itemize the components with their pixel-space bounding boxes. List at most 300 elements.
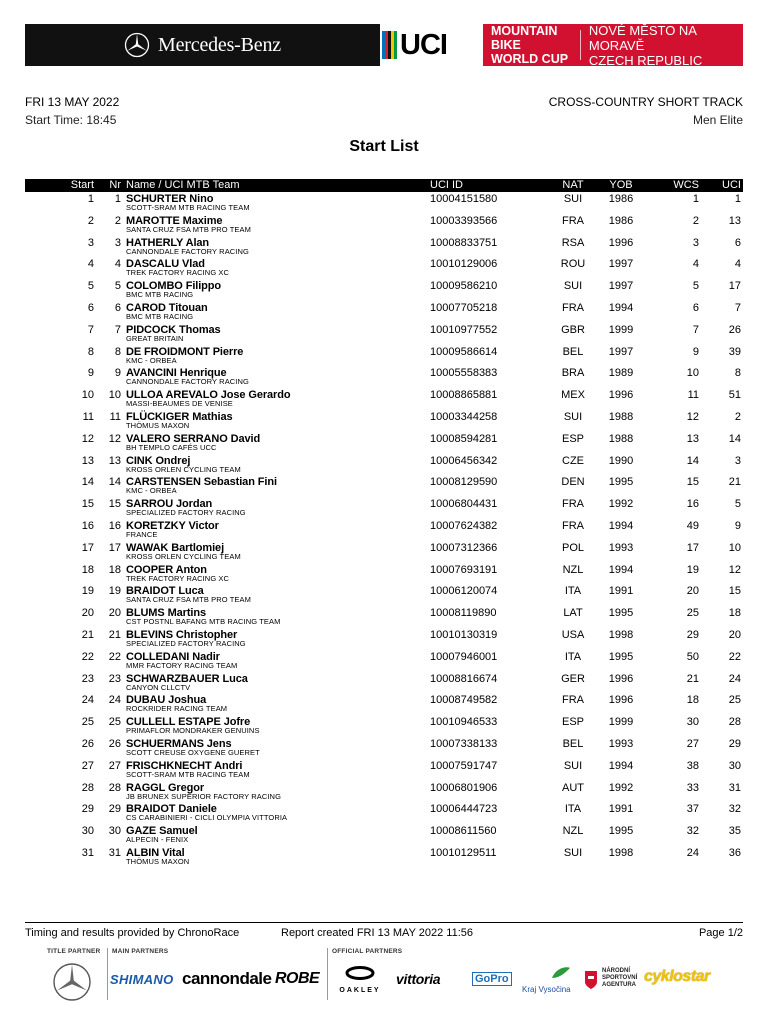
rider-uci-id: 10008594281 [430, 432, 498, 445]
rider-yob: 1995 [608, 476, 634, 489]
rider-yob: 1998 [608, 846, 634, 859]
report-created: Report created FRI 13 MAY 2022 11:56 [281, 927, 474, 939]
rider-yob: 1997 [608, 280, 634, 293]
rider-start: 14 [81, 476, 94, 489]
col-start: Start [70, 179, 94, 191]
rider-wcs: 38 [686, 759, 699, 772]
rider-team: SPECIALIZED FACTORY RACING [126, 638, 246, 648]
rider-uci: 14 [728, 432, 741, 445]
rider-nat: SUI [563, 280, 583, 293]
rider-start: 30 [81, 825, 94, 838]
rider-nr: 8 [114, 345, 121, 358]
table-row [25, 475, 743, 497]
rider-name: KORETZKY Victor [126, 519, 219, 532]
rider-nat: FRA [562, 694, 584, 707]
rider-team: THÖMUS MAXON [126, 856, 190, 866]
table-header [25, 179, 743, 192]
uci-logo [380, 24, 483, 66]
footer-divider [25, 922, 743, 923]
rider-nat: FRA [562, 498, 584, 511]
table-row [25, 366, 743, 388]
rider-start: 27 [81, 759, 94, 772]
rider-uci-id: 10008129590 [430, 476, 498, 489]
rider-wcs: 1 [692, 193, 699, 205]
narodni-line: AGENTURA [602, 982, 636, 988]
rider-uci: 26 [728, 323, 741, 336]
rider-team: ROCKRIDER RACING TEAM [126, 704, 228, 714]
col-name: Name / UCI MTB Team [126, 179, 240, 191]
table-row [25, 584, 743, 606]
rider-nr: 25 [108, 716, 121, 729]
rider-name: WAWAK Bartlomiej [126, 541, 225, 554]
narodni-agentura-logo [602, 968, 637, 989]
rider-team: CST POSTNL BAFANG MTB RACING TEAM [126, 617, 281, 627]
official-partners-label: OFFICIAL PARTNERS [332, 948, 403, 955]
rider-start: 13 [81, 454, 94, 467]
rider-start: 22 [81, 650, 94, 663]
rider-nat: DEN [561, 476, 585, 489]
event-location [581, 23, 743, 68]
rider-team: SPECIALIZED FACTORY RACING [126, 508, 246, 518]
rider-nr: 29 [108, 803, 121, 816]
oakley-ellipse-icon [345, 966, 375, 980]
rider-nat: FRA [562, 301, 584, 314]
rider-nr: 15 [108, 498, 121, 511]
rider-uci-id: 10008865881 [430, 389, 498, 402]
rider-uci-id: 10010977552 [430, 323, 498, 336]
rider-nr: 3 [114, 236, 121, 249]
rider-start: 26 [81, 737, 94, 750]
rider-nr: 24 [108, 694, 121, 707]
rider-uci-id: 10008833751 [430, 236, 498, 249]
rider-nat: ITA [564, 650, 582, 663]
rider-team: GREAT BRITAIN [126, 333, 184, 343]
rider-nat: AUT [562, 781, 584, 794]
rider-wcs: 50 [686, 650, 699, 663]
rider-nr: 30 [108, 825, 121, 838]
crest-icon [584, 970, 598, 990]
rider-nat: LAT [563, 607, 583, 620]
table-row [25, 606, 743, 628]
rider-wcs: 15 [686, 476, 699, 489]
rider-name: BLEVINS Christopher [126, 628, 238, 641]
table-row [25, 541, 743, 563]
rider-team: KMC - ORBEA [126, 486, 177, 496]
rider-team: TREK FACTORY RACING XC [126, 268, 230, 278]
rider-uci-id: 10003344258 [430, 410, 498, 423]
rider-team: MASSI-BEAUMES DE VENISE [126, 399, 233, 409]
table-row [25, 454, 743, 476]
rider-start: 21 [81, 628, 94, 641]
rider-wcs: 27 [686, 737, 699, 750]
title-sponsor [25, 24, 380, 66]
table-row [25, 410, 743, 432]
rider-name: COLOMBO Filippo [126, 280, 222, 293]
rider-name: BLUMS Martins [126, 607, 206, 620]
title-partner-label: TITLE PARTNER [47, 948, 101, 955]
rider-nr: 31 [108, 846, 121, 859]
page-number: Page 1/2 [698, 927, 743, 939]
table-row [25, 781, 743, 803]
rider-wcs: 24 [686, 846, 699, 859]
rider-name: AVANCINI Henrique [126, 367, 227, 380]
narodni-line: NÁRODNÍ [602, 968, 630, 974]
rider-uci: 25 [728, 694, 741, 707]
rider-team: SANTA CRUZ FSA MTB PRO TEAM [126, 224, 251, 234]
mercedes-star-icon [52, 962, 92, 1002]
rider-wcs: 16 [686, 498, 699, 511]
rider-nr: 20 [108, 607, 121, 620]
rider-uci-id: 10004151580 [430, 193, 498, 205]
rider-uci: 9 [734, 519, 741, 532]
rider-uci-id: 10005558383 [430, 367, 498, 380]
rider-team: CANNONDALE FACTORY RACING [126, 377, 249, 387]
rider-wcs: 10 [686, 367, 699, 380]
rider-start: 1 [87, 193, 94, 205]
rider-wcs: 32 [686, 825, 699, 838]
rider-start: 17 [81, 541, 94, 554]
rider-nr: 18 [108, 563, 121, 576]
rider-name: COOPER Anton [126, 563, 207, 576]
vittoria-logo: vittoria [396, 971, 441, 987]
rider-nat: ITA [564, 803, 582, 816]
rider-name: BRAIDOT Luca [126, 585, 204, 598]
rider-name: BRAIDOT Daniele [126, 803, 217, 816]
rider-yob: 1996 [608, 389, 634, 402]
race-date: FRI 13 MAY 2022 [25, 95, 120, 109]
rider-nat: BRA [561, 367, 585, 380]
rider-team: CANYON CLLCTV [126, 682, 191, 692]
table-row [25, 846, 743, 868]
rider-start: 29 [81, 803, 94, 816]
rider-uci-id: 10007705218 [430, 301, 498, 314]
rider-yob: 1986 [608, 193, 634, 205]
race-category: Men Elite [692, 113, 743, 127]
col-nat: NAT [562, 179, 584, 191]
rider-uci-id: 10009586210 [430, 280, 498, 293]
rider-name: SCHWARZBAUER Luca [126, 672, 248, 685]
rider-uci: 7 [734, 301, 741, 314]
rider-nat: BEL [562, 737, 584, 750]
rider-start: 15 [81, 498, 94, 511]
rider-uci: 36 [728, 846, 741, 859]
rider-yob: 1996 [608, 236, 634, 249]
rider-nat: CZE [562, 454, 584, 467]
rider-nat: SUI [563, 846, 583, 859]
rider-team: CANNONDALE FACTORY RACING [126, 246, 249, 256]
table-row [25, 432, 743, 454]
uci-stripe [394, 31, 397, 59]
rider-nat: ESP [561, 432, 584, 445]
rider-wcs: 2 [692, 214, 699, 227]
rider-nr: 13 [108, 454, 121, 467]
rider-uci: 28 [728, 716, 741, 729]
table-row [25, 214, 743, 236]
rider-yob: 1995 [608, 825, 634, 838]
rider-yob: 1995 [608, 650, 634, 663]
rider-uci: 22 [728, 650, 741, 663]
col-uci-id: UCI ID [430, 179, 463, 191]
table-row [25, 279, 743, 301]
table-row [25, 323, 743, 345]
rider-uci: 35 [728, 825, 741, 838]
rider-yob: 1990 [608, 454, 634, 467]
rider-start: 2 [87, 214, 94, 227]
rider-nr: 7 [114, 323, 121, 336]
shimano-logo: SHIMANO [110, 972, 174, 987]
top-banner [25, 24, 743, 66]
sponsor-divider [107, 948, 108, 1000]
rider-wcs: 7 [692, 323, 699, 336]
series-line: WORLD CUP [491, 52, 569, 66]
col-nr: Nr [109, 179, 121, 191]
rider-yob: 1993 [608, 737, 634, 750]
rider-name: CARSTENSEN Sebastian Fini [126, 476, 277, 489]
rider-team: CS CARABINIERI - CICLI OLYMPIA VITTORIA [126, 813, 288, 823]
rider-uci: 21 [728, 476, 741, 489]
rider-wcs: 3 [692, 236, 699, 249]
rider-name: FLÜCKIGER Mathias [126, 410, 233, 423]
rider-team: THÖMUS MAXON [126, 420, 190, 430]
rider-uci-id: 10006120074 [430, 585, 498, 598]
rider-team: SCOTT CREUSE OXYGENE GUERET [126, 747, 260, 757]
table-row [25, 257, 743, 279]
rider-nr: 12 [108, 432, 121, 445]
rider-yob: 1996 [608, 694, 634, 707]
rider-start: 3 [87, 236, 94, 249]
rider-uci-id: 10006444723 [430, 803, 498, 816]
rider-nat: NZL [562, 563, 584, 576]
sponsor-strip [0, 944, 768, 1004]
rider-name: VALERO SERRANO David [126, 432, 261, 445]
rider-uci: 12 [728, 563, 741, 576]
rider-team: KMC - ORBEA [126, 355, 177, 365]
rider-uci-id: 10007338133 [430, 737, 498, 750]
rider-name: MAROTTE Maxime [126, 214, 223, 227]
rider-name: ULLOA AREVALO Jose Gerardo [126, 389, 291, 402]
rider-yob: 1999 [608, 323, 634, 336]
rider-team: BH TEMPLO CAFÉS UCC [126, 442, 217, 452]
rider-nat: ESP [561, 716, 584, 729]
cyklostar-logo: cyklostar [644, 968, 710, 985]
rider-nat: NZL [562, 825, 584, 838]
series-name [483, 24, 580, 66]
rider-wcs: 6 [692, 301, 699, 314]
table-row [25, 628, 743, 650]
table-row [25, 759, 743, 781]
rider-yob: 1997 [608, 345, 634, 358]
rider-name: ALBIN Vital [126, 846, 185, 859]
rider-uci: 29 [728, 737, 741, 750]
rider-nat: SUI [563, 410, 583, 423]
rider-nat: ITA [564, 585, 582, 598]
table-row [25, 715, 743, 737]
rider-wcs: 18 [686, 694, 699, 707]
leaf-icon [550, 966, 572, 980]
rider-uci-id: 10006804431 [430, 498, 498, 511]
rider-uci-id: 10007946001 [430, 650, 498, 663]
rider-nr: 6 [114, 301, 121, 314]
rider-start: 16 [81, 519, 94, 532]
rider-nr: 19 [108, 585, 121, 598]
rider-name: CAROD Titouan [126, 301, 208, 314]
rider-nr: 10 [108, 389, 121, 402]
table-row [25, 650, 743, 672]
rider-yob: 1991 [608, 803, 634, 816]
rider-team: JB BRUNEX SUPERIOR FACTORY RACING [126, 791, 281, 801]
rider-start: 10 [81, 389, 94, 402]
table-row [25, 802, 743, 824]
rider-yob: 1998 [608, 628, 634, 641]
rider-start: 20 [81, 607, 94, 620]
col-wcs: WCS [673, 179, 699, 191]
rider-uci-id: 10006801906 [430, 781, 498, 794]
rider-nat: MEX [561, 389, 585, 402]
rider-nr: 21 [108, 628, 121, 641]
rider-uci: 3 [734, 454, 741, 467]
rider-yob: 1988 [608, 410, 634, 423]
rider-nr: 9 [114, 367, 121, 380]
rider-yob: 1994 [608, 519, 634, 532]
robe-logo: ROBE [275, 970, 320, 987]
rider-uci: 8 [734, 367, 741, 380]
rider-start: 7 [87, 323, 94, 336]
rider-nat: FRA [562, 214, 584, 227]
rider-start: 23 [81, 672, 94, 685]
rider-uci: 10 [728, 541, 741, 554]
uci-stripes [382, 31, 397, 59]
rider-start: 11 [82, 410, 94, 423]
rider-name: FRISCHKNECHT Andri [126, 759, 243, 772]
rider-yob: 1986 [608, 214, 634, 227]
rider-nr: 2 [114, 214, 121, 227]
table-row [25, 737, 743, 759]
rider-nat: ROU [560, 258, 586, 271]
rider-uci: 17 [728, 280, 741, 293]
rider-name: PIDCOCK Thomas [126, 323, 221, 336]
rider-yob: 1992 [608, 498, 634, 511]
location-line: NOVÉ MĚSTO NA MORAVĚ [588, 22, 697, 53]
rider-uci-id: 10007693191 [430, 563, 498, 576]
rider-start: 5 [87, 280, 94, 293]
table-row [25, 824, 743, 846]
kraj-text: Kraj Vysočina [522, 985, 571, 994]
rider-nr: 23 [108, 672, 121, 685]
rider-nat: RSA [561, 236, 585, 249]
rider-uci-id: 10008816674 [430, 672, 498, 685]
rider-yob: 1999 [608, 716, 634, 729]
rider-team: BMC MTB RACING [126, 290, 194, 300]
rider-uci: 6 [734, 236, 741, 249]
rider-team: PRIMAFLOR MONDRAKER GENUINS [126, 726, 260, 736]
rider-name: HATHERLY Alan [126, 236, 210, 249]
narodni-line: SPORTOVNÍ [602, 975, 638, 981]
rider-nat: POL [561, 541, 584, 554]
rider-nr: 4 [114, 258, 121, 271]
rider-wcs: 12 [686, 410, 699, 423]
rider-start: 9 [87, 367, 94, 380]
rider-yob: 1993 [608, 541, 634, 554]
rider-name: DE FROIDMONT Pierre [126, 345, 244, 358]
rider-team: BMC MTB RACING [126, 311, 194, 321]
rider-wcs: 19 [686, 563, 699, 576]
table-row [25, 345, 743, 367]
rider-team: MMR FACTORY RACING TEAM [126, 660, 238, 670]
rider-yob: 1996 [608, 672, 634, 685]
rider-wcs: 49 [686, 519, 699, 532]
rider-name: DASCALU Vlad [126, 258, 205, 271]
oakley-logo [334, 966, 386, 994]
rider-start: 8 [87, 345, 94, 358]
rider-wcs: 17 [686, 541, 699, 554]
rider-wcs: 5 [692, 280, 699, 293]
main-partners-label: MAIN PARTNERS [112, 948, 169, 955]
rider-wcs: 29 [686, 628, 699, 641]
rider-yob: 1997 [608, 258, 634, 271]
rider-wcs: 37 [686, 803, 699, 816]
rider-uci-id: 10010130319 [430, 628, 498, 641]
rider-yob: 1992 [608, 781, 634, 794]
table-row [25, 519, 743, 541]
rider-name: SCHUERMANS Jens [126, 737, 232, 750]
rider-uci-id: 10006456342 [430, 454, 498, 467]
table-row [25, 236, 743, 258]
rider-start: 6 [87, 301, 94, 314]
table-row [25, 693, 743, 715]
rider-nr: 14 [108, 476, 121, 489]
rider-uci-id: 10007591747 [430, 759, 498, 772]
rider-nat: GER [561, 672, 585, 685]
rider-nr: 16 [108, 519, 121, 532]
table-row [25, 497, 743, 519]
rider-wcs: 9 [692, 345, 699, 358]
rider-uci: 2 [734, 410, 741, 423]
location-line: CZECH REPUBLIC [588, 52, 703, 68]
timing-credit: Timing and results provided by ChronoRace [25, 927, 240, 939]
rider-name: COLLEDANI Nadir [126, 650, 220, 663]
rider-nat: GBR [561, 323, 585, 336]
rider-team: SCOTT-SRAM MTB RACING TEAM [126, 203, 250, 212]
rider-yob: 1989 [608, 367, 634, 380]
rider-name: CINK Ondrej [126, 454, 191, 467]
rider-uci-id: 10008611560 [430, 825, 497, 838]
rider-uci: 13 [728, 214, 741, 227]
rider-yob: 1994 [608, 759, 634, 772]
rider-uci: 4 [734, 258, 741, 271]
rider-uci: 32 [728, 803, 741, 816]
rider-uci: 30 [728, 759, 741, 772]
rider-start: 18 [81, 563, 94, 576]
rider-uci: 1 [734, 193, 741, 205]
rider-wcs: 14 [686, 454, 699, 467]
rider-start: 24 [81, 694, 94, 707]
rider-yob: 1994 [608, 563, 634, 576]
rider-uci: 31 [728, 781, 741, 794]
rider-uci-id: 10010129006 [430, 258, 498, 271]
gopro-logo: GoPro [472, 972, 512, 986]
rider-uci-id: 10009586614 [430, 345, 498, 358]
rider-wcs: 21 [686, 672, 699, 685]
table-row [25, 563, 743, 585]
rider-uci-id: 10007624382 [430, 519, 498, 532]
rider-wcs: 25 [686, 607, 699, 620]
rider-yob: 1988 [608, 432, 634, 445]
rider-uci-id: 10003393566 [430, 214, 498, 227]
rider-nr: 1 [114, 193, 121, 205]
rider-nat: SUI [563, 193, 583, 205]
rider-uci-id: 10010946533 [430, 716, 498, 729]
table-row [25, 388, 743, 410]
